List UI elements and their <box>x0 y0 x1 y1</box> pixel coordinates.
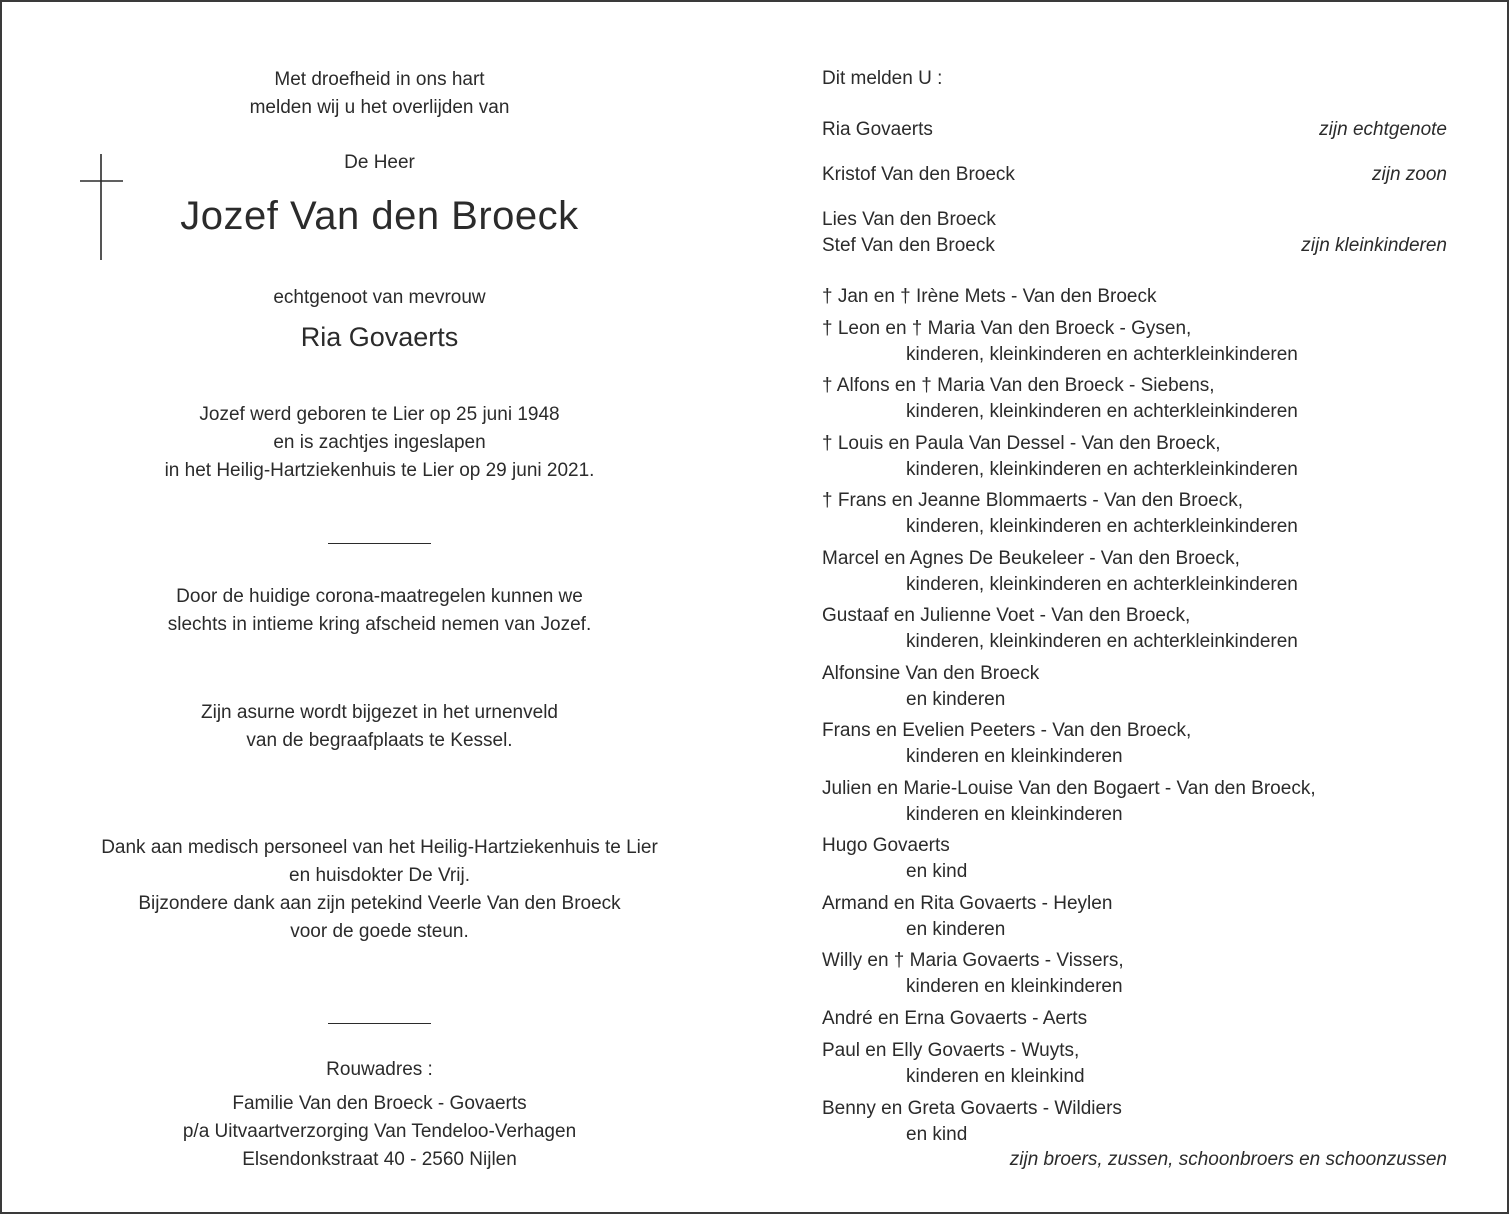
bio-line: Jozef werd geboren te Lier op 25 juni 1948 <box>199 404 560 425</box>
family-entry <box>822 833 1447 884</box>
family-entry-descendants: kinderen, kleinkinderen en achterkleinkinderen <box>906 515 1298 537</box>
urn-line: van de begraafplaats te Kessel. <box>246 730 513 751</box>
thanks-line: Bijzondere dank aan zijn petekind Veerle Van den Broeck <box>138 893 621 914</box>
family-entry <box>822 1006 1447 1032</box>
bio-text <box>2 401 757 485</box>
family-entry <box>822 661 1447 712</box>
family-entry-names: Marcel en Agnes De Beukeleer - Van den Broeck, <box>822 548 1240 569</box>
corona-line: slechts in intieme kring afscheid nemen van Jozef. <box>167 614 592 635</box>
family-entry-names: Gustaaf en Julienne Voet - Van den Broeck, <box>822 605 1191 626</box>
family-entry-descendants: en kind <box>906 860 968 882</box>
thanks-line: Dank aan medisch personeel van het Heilig-Hartziekenhuis te Lier <box>101 837 658 858</box>
family-entry-descendants: kinderen en kleinkind <box>906 1065 1085 1087</box>
grandchild-name: Lies Van den Broeck <box>822 209 996 230</box>
address-line: Elsendonkstraat 40 - 2560 Nijlen <box>242 1149 517 1170</box>
spouse-name: Ria Govaerts <box>300 322 459 352</box>
spouse-row <box>822 117 1447 143</box>
left-column <box>2 2 757 1212</box>
grandchild-name: Stef Van den Broeck <box>822 235 995 256</box>
family-entry-descendants: kinderen en kleinkinderen <box>906 745 1123 767</box>
family-entry-descendants: en kinderen <box>906 918 1006 940</box>
family-entry-names: Frans en Evelien Peeters - Van den Broeck, <box>822 720 1192 741</box>
son-row-name: Kristof Van den Broeck <box>822 164 1015 185</box>
closing-relation: zijn broers, zussen, schoonbroers en schoonzussen <box>1009 1149 1447 1170</box>
address-block <box>2 1090 757 1174</box>
family-entry-descendants: en kind <box>906 1123 968 1145</box>
address-line: p/a Uitvaartverzorging Van Tendeloo-Verhagen <box>182 1121 577 1142</box>
family-entry-names: Alfonsine Van den Broeck <box>822 663 1040 684</box>
family-entry-descendants: kinderen, kleinkinderen en achterkleinkinderen <box>906 630 1298 652</box>
address-line: Familie Van den Broeck - Govaerts <box>232 1093 527 1114</box>
family-entry-names: André en Erna Govaerts - Aerts <box>822 1008 1088 1029</box>
family-entry-descendants: kinderen en kleinkinderen <box>906 975 1123 997</box>
son-row-relation: zijn zoon <box>1372 164 1447 185</box>
corona-line: Door de huidige corona-maatregelen kunnen we <box>176 586 583 607</box>
family-entry <box>822 948 1447 999</box>
family-entry-names: Paul en Elly Govaerts - Wuyts, <box>822 1040 1080 1061</box>
intro-line: melden wij u het overlijden van <box>249 97 510 118</box>
family-entry-names: Armand en Rita Govaerts - Heylen <box>822 893 1113 914</box>
family-entry <box>822 1096 1447 1147</box>
grandchild-row <box>822 207 1447 233</box>
spouse-row-name: Ria Govaerts <box>822 119 933 140</box>
family-entry-descendants: kinderen, kleinkinderen en achterkleinkinderen <box>906 458 1298 480</box>
corona-text <box>2 583 757 639</box>
family-entry <box>822 431 1447 482</box>
deceased-name: Jozef Van den Broeck <box>180 194 579 238</box>
family-entry <box>822 718 1447 769</box>
spouse-row-relation: zijn echtgenote <box>1319 119 1447 140</box>
family-entry <box>822 891 1447 942</box>
thanks-line: voor de goede steun. <box>290 921 469 942</box>
urn-text <box>2 699 757 755</box>
family-entry-descendants: en kinderen <box>906 688 1006 710</box>
divider <box>328 543 431 544</box>
family-entry-names: Hugo Govaerts <box>822 835 950 856</box>
family-entry <box>822 546 1447 597</box>
family-entry <box>822 776 1447 827</box>
family-entry <box>822 488 1447 539</box>
thanks-line: en huisdokter De Vrij. <box>289 865 470 886</box>
address-label: Rouwadres : <box>326 1059 433 1080</box>
grandchildren-relation: zijn kleinkinderen <box>1301 235 1447 256</box>
intro-line: Met droefheid in ons hart <box>274 69 485 90</box>
family-entry-descendants: kinderen, kleinkinderen en achterkleinkinderen <box>906 400 1298 422</box>
announce-text: Dit melden U : <box>822 68 943 89</box>
family-entry-names: † Louis en Paula Van Dessel - Van den Broeck, <box>822 433 1221 454</box>
family-entry-names: † Jan en † Irène Mets - Van den Broeck <box>822 286 1157 307</box>
family-entry <box>822 373 1447 424</box>
family-entry <box>822 284 1447 310</box>
family-entry-names: † Alfons en † Maria Van den Broeck - Siebens, <box>822 375 1215 396</box>
family-entry-names: † Leon en † Maria Van den Broeck - Gysen, <box>822 318 1192 339</box>
family-entry <box>822 316 1447 367</box>
family-entry-names: Willy en † Maria Govaerts - Vissers, <box>822 950 1124 971</box>
son-row <box>822 162 1447 188</box>
family-entry-descendants: kinderen, kleinkinderen en achterkleinkinderen <box>906 573 1298 595</box>
urn-line: Zijn asurne wordt bijgezet in het urnenveld <box>201 702 558 723</box>
family-entry-names: Benny en Greta Govaerts - Wildiers <box>822 1098 1122 1119</box>
family-entry-names: Julien en Marie-Louise Van den Bogaert - Van den Broeck, <box>822 778 1316 799</box>
family-entry-descendants: kinderen, kleinkinderen en achterkleinkinderen <box>906 343 1298 365</box>
thanks-text <box>2 834 757 946</box>
family-entry <box>822 1038 1447 1089</box>
bio-line: in het Heilig-Hartziekenhuis te Lier op 29 juni 2021. <box>164 460 595 481</box>
family-entry-descendants: kinderen en kleinkinderen <box>906 803 1123 825</box>
spouse-intro: echtgenoot van mevrouw <box>273 287 486 308</box>
right-column <box>822 2 1447 1212</box>
grandchild-row <box>822 233 1447 259</box>
divider <box>328 1023 431 1024</box>
family-entry <box>822 603 1447 654</box>
family-entry-names: † Frans en Jeanne Blommaerts - Van den Broeck, <box>822 490 1244 511</box>
intro-text <box>2 66 757 122</box>
bio-line: en is zachtjes ingeslapen <box>273 432 486 453</box>
honorific: De Heer <box>344 152 415 173</box>
